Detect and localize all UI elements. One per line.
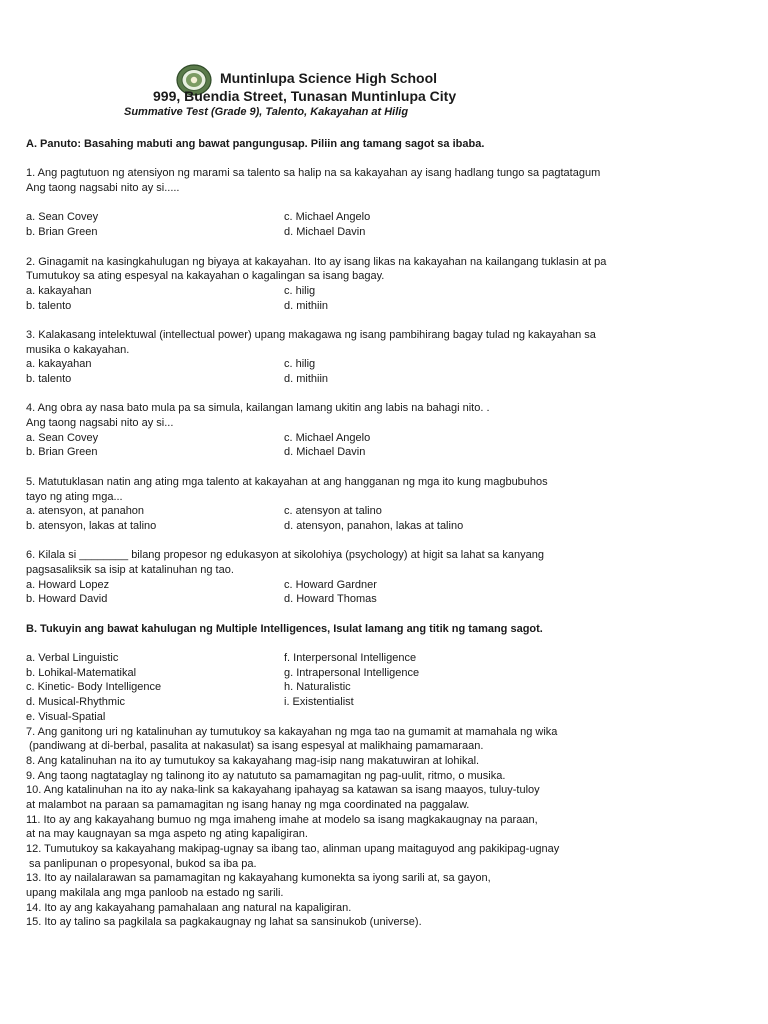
item-text: 15. Ito ay talino sa pagkilala sa pagkakaugnay ng lahat sa sansinukob (universe). [26,916,422,929]
item-text: upang makilala ang mga panloob na estado ng sarili. [26,887,284,900]
choice-row [26,299,726,314]
question-text: tayo ng ating mga... [26,490,123,503]
answer-choice: a. kakayahan [26,284,92,297]
question-text: Ang taong nagsabi nito ay si... [26,417,174,430]
choice-row [26,592,726,607]
section-b-items [26,725,726,931]
answer-choice: b. Brian Green [26,226,98,239]
choice-row [26,284,726,299]
question-text: Ang taong nagsabi nito ay si..... [26,182,180,195]
answer-choice: c. Michael Angelo [284,211,371,224]
answer-choice: c. Howard Gardner [284,578,377,591]
intelligence-choice: i. Existentialist [284,696,354,709]
answer-choice: d. atensyon, panahon, lakas at talino [284,519,464,532]
answer-choice: b. Howard David [26,593,108,606]
question-block [26,255,726,328]
item-text: at na may kaugnayan sa mga aspeto ng ating kapaligiran. [26,828,308,841]
choice-row [26,210,726,225]
answer-choice: b. Brian Green [26,446,98,459]
intelligence-choice: e. Visual-Spatial [26,710,106,723]
answer-choice: a. Sean Covey [26,431,99,444]
intelligence-choice-row [26,695,726,710]
school-address: 999, Buendia Street, Tunasan Muntinlupa City [153,88,457,104]
intelligence-choice-row [26,666,726,681]
question-text: musika o kakayahan. [26,343,130,356]
item-text: 9. Ang taong nagtataglay ng talinong ito ay natututo sa pamamagitan ng pag-uulit, ritmo, o musika. [26,769,506,782]
intelligence-choice: f. Interpersonal Intelligence [284,652,417,665]
choice-row [26,357,726,372]
answer-choice: b. atensyon, lakas at talino [26,519,157,532]
question-block [26,166,726,254]
section-b-choices [26,651,726,724]
answer-choice: d. Michael Davin [284,446,366,459]
question-text: 5. Matutuklasan natin ang ating mga talento at kakayahan at ang hangganan ng mga ito kung magbubuhos [26,475,548,488]
item-text: 11. Ito ay ang kakayahang bumuo ng mga imaheng imahe at modelo sa isang magkakaugnay na paraan, [26,813,538,826]
answer-choice: b. talento [26,373,72,385]
answer-choice: d. mithiin [284,373,329,385]
answer-choice: a. kakayahan [26,358,92,371]
item-text: sa panlipunan o propesyonal, bukod sa iba pa. [26,857,257,870]
answer-choice: d. Howard Thomas [284,593,377,606]
item-text: 7. Ang ganitong uri ng katalinuhan ay tumutukoy sa kakayahan ng mga tao na gumamit at mamahala ng wika [26,725,558,738]
test-subtitle: Summative Test (Grade 9), Talento, Kakayahan at Hilig [124,106,409,118]
choice-row [26,372,726,387]
choice-row [26,578,726,593]
answer-choice: b. talento [26,299,72,312]
intelligence-choice: a. Verbal Linguistic [26,652,119,665]
question-text: 2. Ginagamit na kasingkahulugan ng biyaya at kakayahan. Ito ay isang likas na kakayahan na kailangang tuklasin at pa [26,255,607,268]
test-body [26,137,726,930]
answer-choice: d. mithiin [284,299,329,312]
question-text: 1. Ang pagtutuon ng atensiyon ng marami sa talento sa halip na sa kakayahan ay isang hadlang tungo sa pagtatagum [26,167,601,180]
question-block [26,548,726,621]
question-block [26,401,726,474]
item-text: (pandiwang at di-berbal, pasalita at nakasulat) sa isang espesyal at malikhaing pamamaraan. [26,740,484,753]
question-block [26,328,726,401]
answer-choice: a. atensyon, at panahon [26,505,145,518]
intelligence-choice: h. Naturalistic [284,681,351,694]
section-b-instruction: B. Tukuyin ang bawat kahulugan ng Multiple Intelligences, Isulat lamang ang titik ng tamang sagot. [26,622,543,635]
item-text: 14. Ito ay ang kakayahang pamahalaan ang natural na kapaligiran. [26,901,352,914]
intelligence-choice: g. Intrapersonal Intelligence [284,666,420,679]
item-text: 8. Ang katalinuhan na ito ay tumutukoy sa kakayahang mag-isip nang makatuwiran at lohikal. [26,754,480,767]
question-block [26,475,726,548]
intelligence-choice-row [26,651,726,666]
answer-choice: c. Michael Angelo [284,431,371,444]
answer-choice: d. Michael Davin [284,226,366,239]
section-a-instruction: A. Panuto: Basahing mabuti ang bawat pangungusap. Piliin ang tamang sagot sa ibaba. [26,138,485,150]
section-a-questions [26,166,726,621]
item-text: at malambot na paraan sa pamamagitan ng isang hanay ng mga coordinated na paggalaw. [26,798,470,811]
question-text: 4. Ang obra ay nasa bato mula pa sa simula, kailangan lamang ukitin ang labis na bahagi nito. . [26,402,490,415]
intelligence-choice: b. Lohikal-Matematikal [26,666,137,679]
intelligence-choice [284,710,584,725]
item-text: 13. Ito ay nailalarawan sa pamamagitan ng kakayahang kumonekta sa iyong sarili at, sa gayon, [26,872,491,885]
choice-row [26,225,726,240]
answer-choice: a. Sean Covey [26,211,99,224]
intelligence-choice-row [26,680,726,695]
item-text: 10. Ang katalinuhan na ito ay naka-link sa kakayahang ipahayag sa katawan sa isang maayos, tuluy-tuloy [26,784,540,797]
intelligence-choice: c. Kinetic- Body Intelligence [26,681,162,694]
answer-choice: c. atensyon at talino [284,505,382,518]
document-header [0,64,768,124]
question-text: 3. Kalakasang intelektuwal (intellectual power) upang makagawa ng isang pambihirang bagay tulad ng kakayahan sa [26,328,596,341]
question-text: 6. Kilala si ________ bilang propesor ng edukasyon at sikolohiya (psychology) at higit sa lahat sa kanyang [26,549,544,562]
school-name: Muntinlupa Science High School [220,70,438,86]
intelligence-choice: d. Musical-Rhythmic [26,696,126,709]
choice-row [26,504,726,519]
question-text: Tumutukoy sa ating espesyal na kakayahan o kagalingan sa isang bagay. [26,270,385,283]
question-text: pagsasaliksik sa isip at katalinuhan ng tao. [26,563,234,576]
choice-row [26,445,726,460]
answer-choice: a. Howard Lopez [26,578,110,591]
item-text: 12. Tumutukoy sa kakayahang makipag-ugnay sa ibang tao, alinman upang maitaguyod ang pakikipag-ugnay [26,843,560,855]
answer-choice: c. hilig [284,284,316,297]
intelligence-choice-row [26,710,726,725]
answer-choice: c. hilig [284,358,316,371]
choice-row [26,431,726,446]
choice-row [26,519,726,534]
